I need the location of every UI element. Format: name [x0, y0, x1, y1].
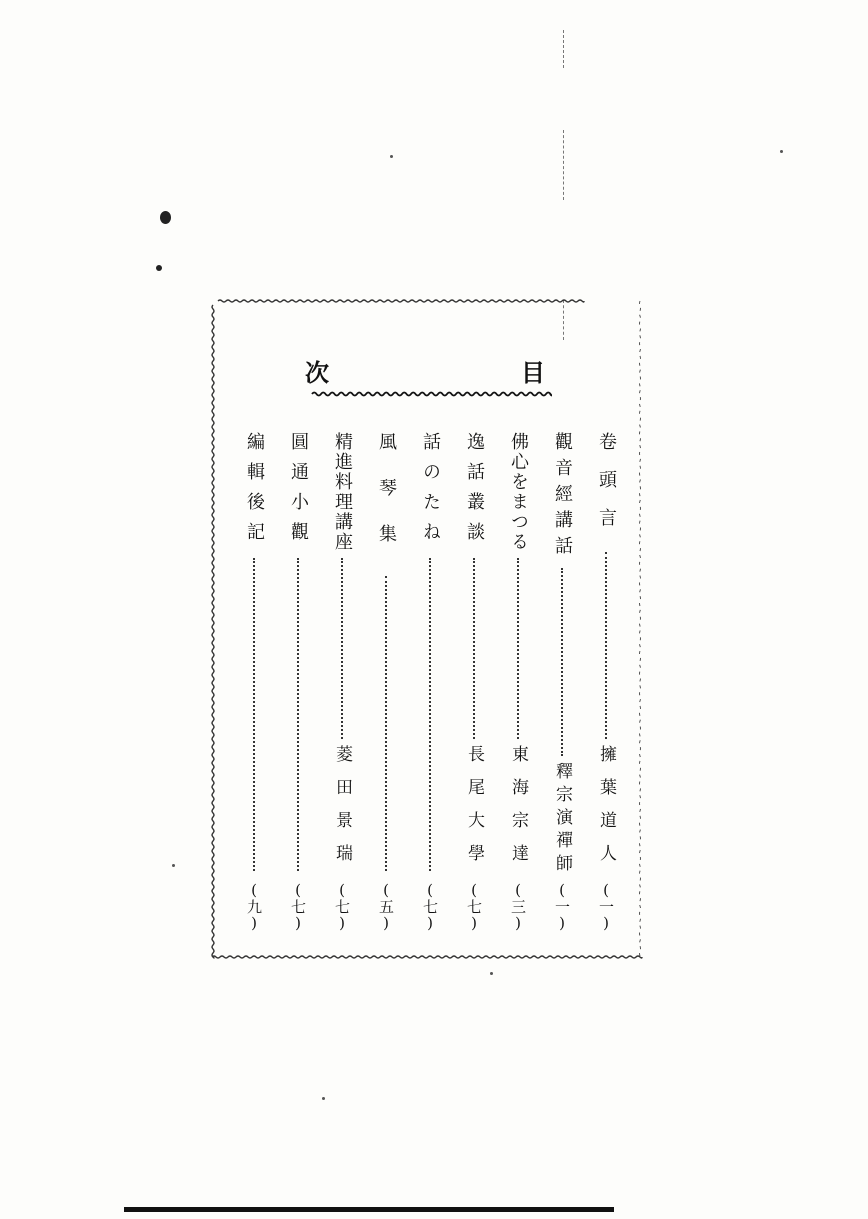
toc-entry: [416, 432, 444, 932]
toc-entry: [328, 432, 356, 932]
ink-speck: [490, 972, 493, 975]
toc-entry: [548, 432, 576, 932]
leader-dots: [517, 558, 519, 739]
toc-entry-title: 佛心をまつる: [508, 432, 529, 552]
toc-entry-title: 編輯後記: [244, 432, 265, 552]
gutter-line: [563, 30, 564, 68]
ink-speck: [322, 1097, 325, 1100]
toc-entry-author: 東海宗達: [508, 745, 528, 877]
toc-entry: [372, 432, 400, 932]
toc-entry-author: 釋宗演禪師: [552, 762, 572, 877]
ink-speck: [390, 155, 393, 158]
leader-dots: [429, 558, 431, 871]
leader-dots: [561, 568, 563, 756]
toc-entry-author: 長尾大學: [464, 745, 484, 877]
toc-entry-page: (九): [245, 881, 263, 932]
title-underline-wave: [310, 389, 552, 399]
leader-dots: [341, 558, 343, 739]
toc-entry-page: (七): [289, 881, 307, 932]
toc-frame: [210, 297, 642, 961]
toc-entry: [284, 432, 312, 932]
toc-entry-author: 擁葉道人: [596, 745, 616, 877]
ink-speck: [780, 150, 783, 153]
toc-entry-title: 風琴集: [376, 432, 397, 570]
toc-entries: [240, 432, 630, 932]
toc-entry-page: (七): [333, 881, 351, 932]
leader-dots: [473, 558, 475, 739]
leader-dots: [253, 558, 255, 871]
toc-entry-title: 圓通小觀: [288, 432, 309, 552]
toc-entry: [592, 432, 620, 932]
toc-entry: [460, 432, 488, 932]
toc-entry-page: (一): [597, 881, 615, 932]
ink-speck: [156, 265, 162, 271]
toc-entry-page: (七): [465, 881, 483, 932]
gutter-line: [563, 130, 564, 200]
toc-entry-author: 菱田景瑞: [332, 745, 352, 877]
leader-dots: [605, 552, 607, 739]
toc-entry-title: 卷頭言: [596, 432, 617, 546]
ink-speck: [172, 864, 175, 867]
leader-dots: [297, 558, 299, 871]
toc-entry-page: (七): [421, 881, 439, 932]
scan-edge-bar: [124, 1207, 614, 1212]
toc-entry-title: 話のたね: [420, 432, 441, 552]
toc-title-right: 目: [521, 359, 545, 387]
toc-entry-title: 逸話叢談: [464, 432, 485, 552]
toc-title-left: 次: [305, 359, 329, 387]
toc-entry: [504, 432, 532, 932]
toc-entry-title: 觀音經講話: [552, 432, 573, 562]
leader-dots: [385, 576, 387, 871]
toc-entry-page: (五): [377, 881, 395, 932]
toc-entry-page: (三): [509, 881, 527, 932]
toc-entry: [240, 432, 268, 932]
toc-entry-page: (一): [553, 881, 571, 932]
toc-title: [305, 353, 545, 387]
ink-speck: [160, 211, 171, 224]
toc-entry-title: 精進料理講座: [332, 432, 353, 552]
